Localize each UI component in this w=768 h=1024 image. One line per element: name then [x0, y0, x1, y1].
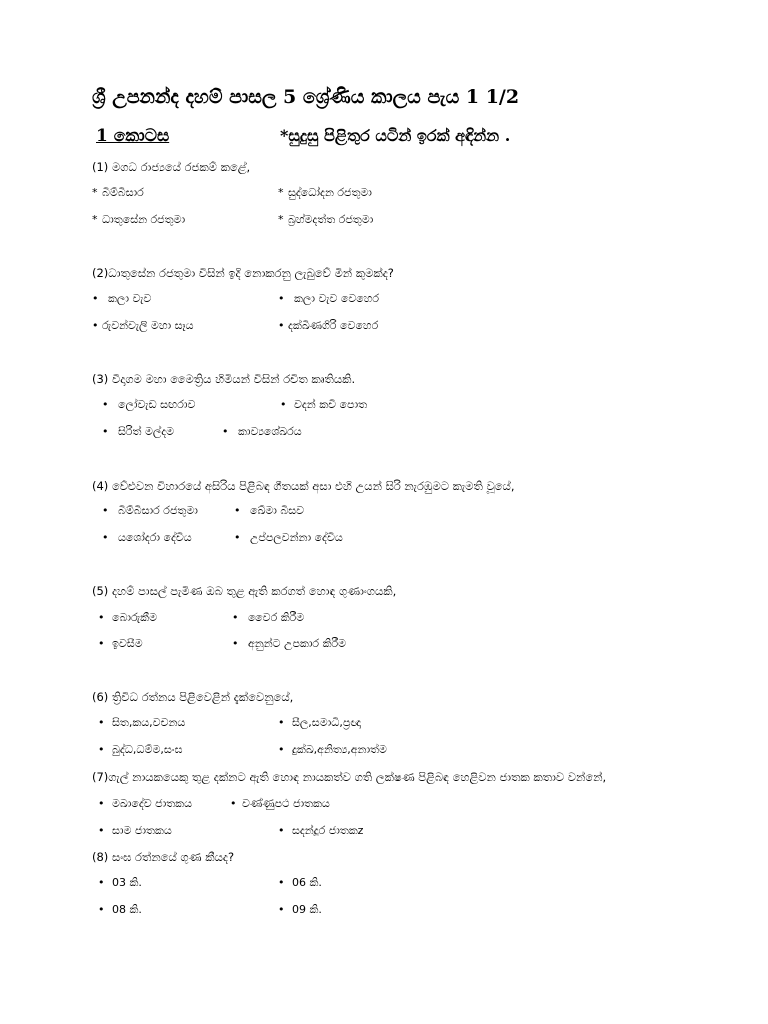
question-6-option-2[interactable]: සීල,සමාධි,ප්‍රඥා	[292, 716, 361, 729]
question-5-option-2[interactable]: වෛර කිරීම	[248, 611, 305, 624]
question-2-bullet-2: •	[278, 292, 285, 305]
question-1-bullet-1: *	[92, 186, 98, 199]
question-6-bullet-4: •	[278, 743, 285, 756]
question-8-option-4[interactable]: 09 කි.	[292, 903, 322, 916]
question-2-option-2[interactable]: කලා වැව වෙහෙර	[294, 292, 380, 305]
question-8-bullet-4: •	[278, 903, 285, 916]
question-8-bullet-2: •	[278, 876, 285, 889]
question-2-bullet-3: •	[92, 319, 99, 332]
question-1-bullet-4: *	[278, 213, 284, 226]
question-2-text: (2)ධාතුසේන රජතුමා විසින් ඉදි නොකරනු ලැබුවේ මින් කුමක්ද?	[92, 266, 394, 280]
question-8-bullet-3: •	[98, 903, 105, 916]
question-2-option-3[interactable]: රුවන්වැලි මහා සෑය	[102, 319, 194, 332]
question-7-option-1[interactable]: මඛාදේව ජාතකය	[112, 797, 193, 810]
question-6-option-1[interactable]: සිත,කය,වචනය	[112, 716, 186, 729]
question-8-bullet-1: •	[98, 876, 105, 889]
question-1-option-1[interactable]: බිම්බිසාර	[102, 186, 144, 199]
question-4-text: (4) වේළුවන විහාරයේ අසිරිය පිළිබඳ ගීතයක් අසා එහි උයන් සිරි නැරඹුමට කැමති වූයේ,	[92, 479, 515, 493]
question-5-bullet-1: •	[98, 611, 105, 624]
question-8-option-2[interactable]: 06 කි.	[292, 876, 322, 889]
question-5-option-3[interactable]: ඉවසීම	[112, 637, 143, 650]
question-8-option-3[interactable]: 08 කි.	[112, 903, 142, 916]
question-5-bullet-3: •	[98, 637, 105, 650]
page-title: ශ්‍රී උපනන්ද දහම් පාසල 5 ශ්‍රේණිය කාලය පැය 1 1/2	[92, 86, 520, 108]
question-6-option-3[interactable]: බුද්ධ,ධම්ම,සංඝ	[112, 743, 183, 756]
instruction-text: *සුදුසු පිළිතුර යටින් ඉරක් අඳින්න .	[280, 126, 511, 145]
question-3-option-2[interactable]: වදන් කවි පොත	[294, 398, 368, 411]
question-6-text: (6) ත්‍රිවිධ රත්නය පිළිවෙළින් දැක්වෙනුයේ,	[92, 690, 294, 704]
question-4-bullet-4: •	[234, 531, 241, 544]
question-4-option-1[interactable]: බිම්බිසාර රජතුමා	[118, 504, 198, 517]
question-4-bullet-1: •	[102, 504, 109, 517]
question-3-bullet-2: •	[280, 398, 287, 411]
question-1-option-4[interactable]: බ්‍රහ්මදත්ත රජතුමා	[288, 213, 374, 226]
question-5-text: (5) දහම් පාසල් පැමිණ ඔබ තුළ ඇති කරගත් හොඳ ගුණාංගයකි,	[92, 584, 397, 598]
question-7-option-4[interactable]: සදන්දූර ජාතකz	[292, 824, 364, 837]
question-4-bullet-3: •	[102, 531, 109, 544]
question-7-bullet-4: •	[278, 824, 285, 837]
question-7-bullet-1: •	[98, 797, 105, 810]
question-3-bullet-4: •	[222, 425, 229, 438]
question-6-bullet-2: •	[278, 716, 285, 729]
question-4-option-3[interactable]: යශෝදරා දේවිය	[118, 531, 192, 544]
question-1-bullet-2: *	[278, 186, 284, 199]
question-8-text: (8) සංඝ රත්නයේ ගුණ කීයද?	[92, 850, 235, 864]
question-3-option-1[interactable]: ලෝවැඩ සඟරාව	[118, 398, 196, 411]
question-2-option-4[interactable]: දක්ඛිණගිරි වෙහෙර	[288, 319, 379, 332]
question-5-option-1[interactable]: බොරුකීම	[112, 611, 158, 624]
question-1-text: (1) මගධ රාජ්‍යයේ රජකම් කළේ,	[92, 160, 251, 174]
question-6-bullet-3: •	[98, 743, 105, 756]
question-3-bullet-1: •	[102, 398, 109, 411]
question-3-text: (3) වීදාගම මහා මෛත්‍රිය හිමියන් විසින් රචිත කෘතියකි.	[92, 372, 356, 386]
question-3-option-4[interactable]: කාව්‍යශේඛරය	[238, 425, 302, 438]
section-heading: 1 කොටස	[96, 126, 170, 146]
question-1-option-3[interactable]: ධාතුසේන රජතුමා	[102, 213, 186, 226]
question-6-bullet-1: •	[98, 716, 105, 729]
question-7-option-3[interactable]: සාම ජාතකය	[112, 824, 172, 837]
question-4-option-2[interactable]: ඛේමා බිසව	[250, 504, 305, 517]
question-2-option-1[interactable]: කලා වැව	[108, 292, 152, 305]
question-7-option-2[interactable]: වණ්ණුපථ ජාතකය	[242, 797, 330, 810]
question-7-text: (7)ගැල් නායකයෙකු තුළ දක්නට ඇති හොඳ නායකත්ව ගති ලක්ෂණ පිළිබඳ හෙළිවන ජාතක කතාව වන්නේ,	[92, 770, 607, 784]
question-1-option-2[interactable]: සුද්ධෝදන රජතුමා	[288, 186, 372, 199]
question-6-option-4[interactable]: දුක්ඛ,අනිත්‍ය,අනාත්ම	[292, 743, 387, 756]
question-8-option-1[interactable]: 03 කි.	[112, 876, 142, 889]
question-4-option-4[interactable]: උප්පලවන්නා දේවිය	[250, 531, 343, 544]
question-5-option-4[interactable]: අනුන්ට උපකාර කිරීම	[248, 637, 347, 650]
question-5-bullet-4: •	[232, 637, 239, 650]
question-3-option-3[interactable]: සිරිත් මල්දම	[118, 425, 175, 438]
question-5-bullet-2: •	[232, 611, 239, 624]
question-4-bullet-2: •	[234, 504, 241, 517]
question-3-bullet-3: •	[102, 425, 109, 438]
question-7-bullet-2: •	[230, 797, 237, 810]
question-7-bullet-3: •	[98, 824, 105, 837]
question-2-bullet-1: •	[92, 292, 99, 305]
question-1-bullet-3: *	[92, 213, 98, 226]
question-2-bullet-4: •	[278, 319, 285, 332]
